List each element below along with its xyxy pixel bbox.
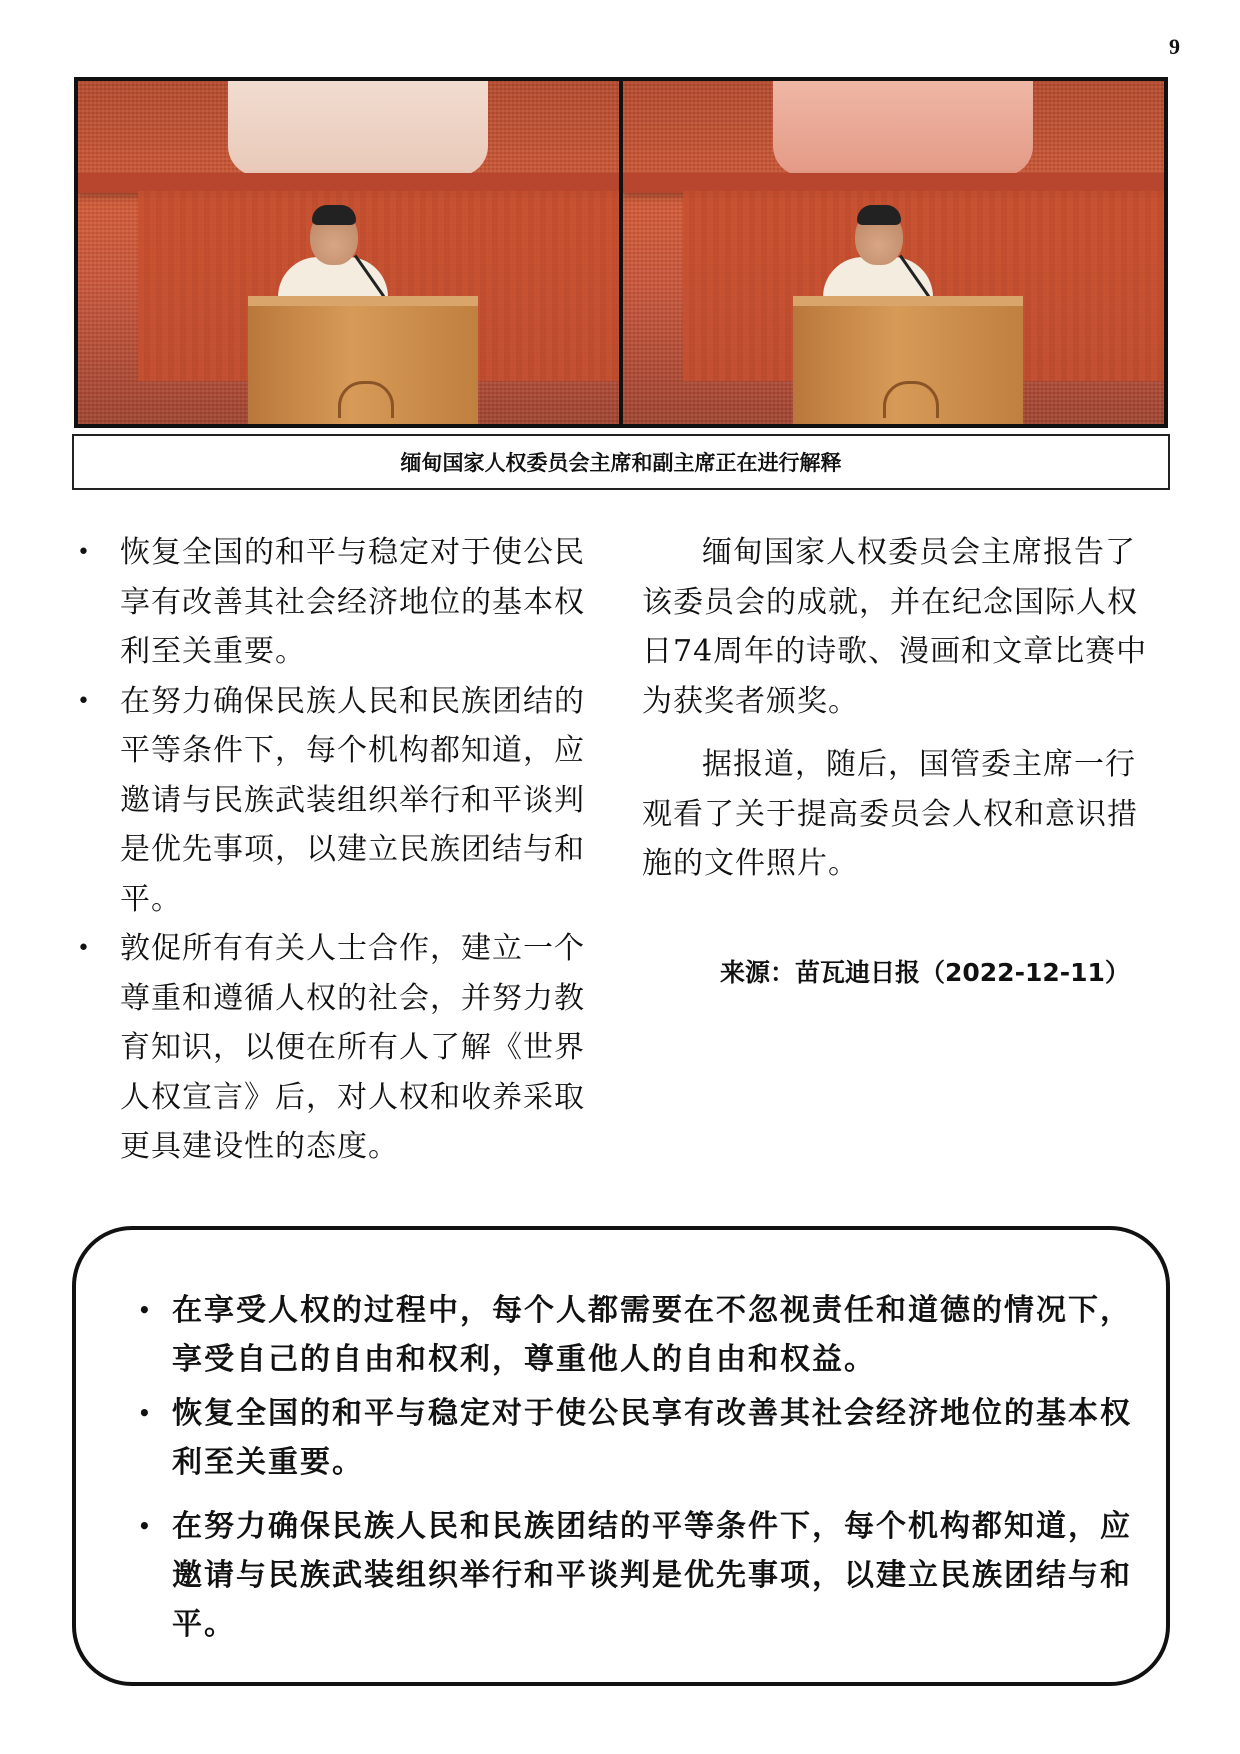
right-column [642,528,1166,989]
caption-text: 缅甸国家人权委员会主席和副主席正在进行解释 [400,451,842,475]
source-citation: 来源：苗瓦迪日报（2022-12-11） [720,957,1130,987]
bullet-icon: • [77,936,91,961]
summary-box [72,1226,1170,1686]
list-item [72,924,610,1172]
list-item [72,528,610,677]
summary-item-text: 恢复全国的和平与稳定对于使公民享有改善其社会经济地位的基本权利至关重要。 [172,1396,1132,1480]
paragraph: 据报道，随后，国管委主席一行观看了关于提高委员会人权和意识措施的文件照片。 [642,747,1138,881]
screen-figure [773,81,1033,176]
photo-chairman-speaking [78,81,619,424]
podium [248,296,478,424]
list-item-text: 在努力确保民族人民和民族团结的平等条件下，每个机构都知道，应邀请与民族武装组织举行和平谈判是优先事项，以建立民族团结与和平。 [120,683,585,917]
summary-item [126,1502,1140,1649]
speaker-head [855,209,903,265]
paragraph: 缅甸国家人权委员会主席报告了该委员会的成就，并在纪念国际人权日74周年的诗歌、漫画和文章比赛中为获奖者颁奖。 [642,535,1148,719]
left-bullet-list [72,528,610,1172]
bullet-icon: • [77,688,91,714]
list-item-text: 敦促所有有关人士合作，建立一个尊重和遵循人权的社会，并努力教育知识，以便在所有人了解《世界人权宣言》后，对人权和收养采取更具建设性的态度。 [120,931,585,1164]
summary-item-text: 在努力确保民族人民和民族团结的平等条件下，每个机构都知道，应邀请与民族武装组织举行和平谈判是优先事项，以建立民族团结与和平。 [172,1509,1132,1642]
bullet-icon: • [77,540,91,565]
bullet-icon: • [138,1514,153,1538]
stage-ledge [78,173,619,193]
screen-figure [228,81,488,176]
bullet-icon: • [138,1298,153,1322]
list-item-text: 恢复全国的和平与稳定对于使公民享有改善其社会经济地位的基本权利至关重要。 [120,535,585,669]
summary-item [126,1389,1140,1487]
photo-caption [72,434,1170,490]
summary-item-text: 在享受人权的过程中，每个人都需要在不忽视责任和道德的情况下，享受自己的自由和权利，尊重他人的自由和权益。 [172,1293,1132,1377]
photo-strip [74,77,1168,428]
podium [793,296,1023,424]
speaker-head [310,209,358,265]
list-item [72,677,610,925]
summary-item [126,1286,1140,1384]
left-column [72,528,610,1172]
stage-ledge [623,173,1164,193]
photo-vice-chairman-speaking [623,81,1164,424]
page-number: 9 [1169,34,1180,59]
bullet-icon: • [138,1401,153,1425]
